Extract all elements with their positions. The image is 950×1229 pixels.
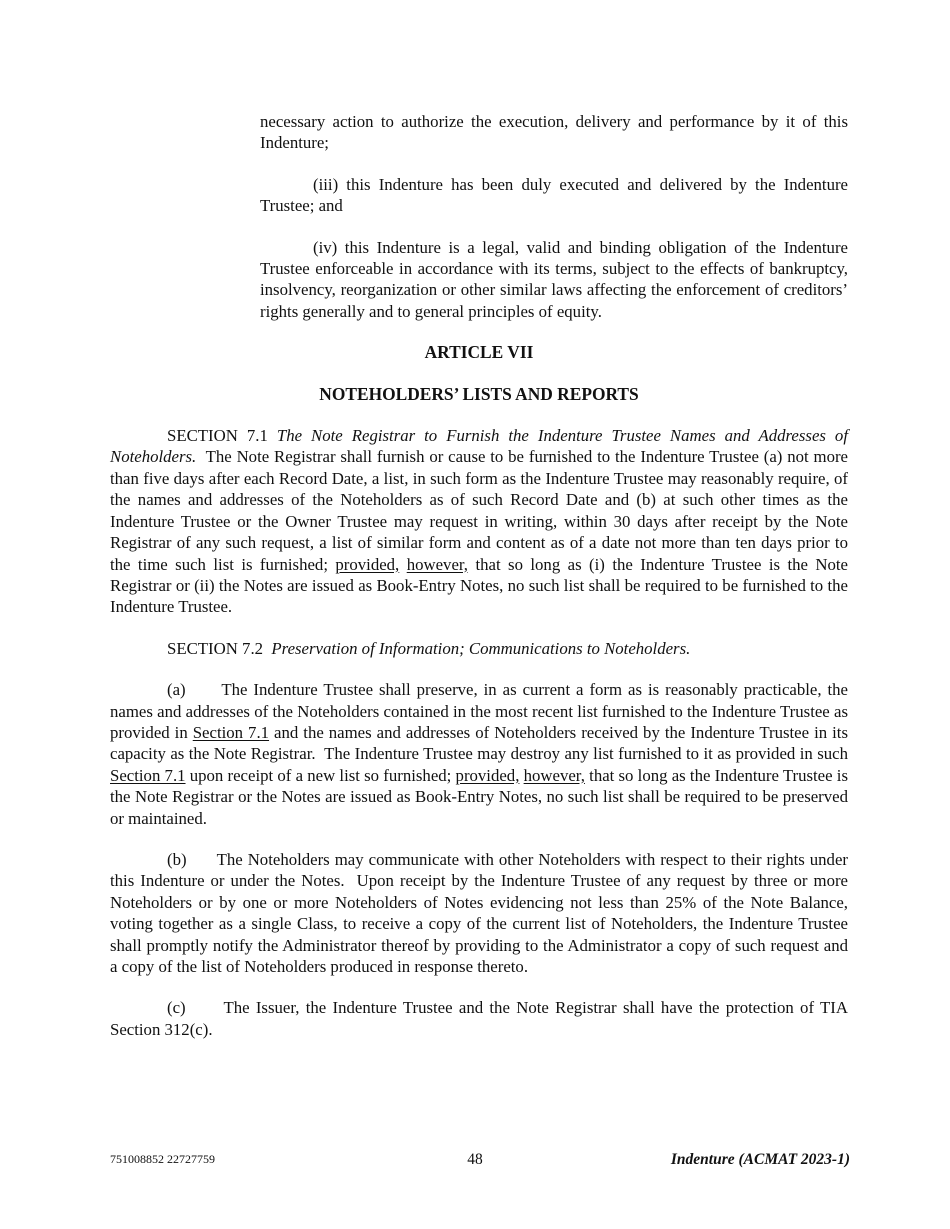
section-7-2-heading-paragraph [110,638,848,659]
text-segment: and the names and addresses of Noteholders received by the Indenture Trustee in its capacity as the Note Registrar. The Indenture Trustee may destroy any list furnished to it as provided in such [110,722,848,764]
footer-document-reference: Indenture (ACMAT 2023-1) [670,1151,850,1168]
document-content [110,111,848,1060]
section-7-2-paragraph-b: (b) The Noteholders may communicate with other Noteholders with respect to their rights under this Indenture or under the Notes. Upon receipt by the Indenture Trustee of any request by three or more Noteholders or by one or more Noteholders of Notes evidencing not less than 25% of the Note Balance, voting together as a single Class, to receive a copy of the current list of Noteholders, the Indenture Trustee shall promptly notify the Administrator thereof by providing to the Administrator a copy of such request and a copy of the list of Noteholders produced in response thereto. [110,849,848,976]
underlined-term-provided: provided, [455,765,520,785]
section-7-2-paragraph-c: (c) The Issuer, the Indenture Trustee and the Note Registrar shall have the protection of TIA Section 312(c). [110,998,848,1039]
underlined-term-provided: provided, [335,554,400,574]
section-7-2-label: SECTION 7.2 [167,638,272,658]
section-7-1-label: SECTION 7.1 [167,426,277,446]
text-segment [399,555,406,574]
article-number-heading: ARTICLE VII [424,342,534,363]
text-segment: The Note Registrar shall furnish or cause to be furnished to the Indenture Trustee (a) not more than five days after each Record Date, a list, in such form as the Indenture Trustee may reasonably require, of the names and addresses of the Noteholders as of such Record Date and (b) at such other times as the Indenture Trustee or the Owner Trustee may request in writing, within 30 days after receipt by the Note Registrar of any such request, a list of similar form and content as of a date not more than ten days prior to the time such list is furnished; [110,447,848,574]
underlined-term-however: however, [523,765,585,785]
section-7-2-paragraph-a [110,679,848,829]
footer-page-number: 48 [467,1151,483,1168]
clause-continuation-paragraph: necessary action to authorize the execution, delivery and performance by it of this Indenture; [260,112,848,153]
section-7-1-title: The Note Registrar to Furnish the Indenture Trustee Names and Addresses of Noteholders. [110,426,848,467]
clause-iii-paragraph: (iii) this Indenture has been duly executed and delivered by the Indenture Trustee; and [260,174,848,216]
text-segment: (a) The Indenture Trustee shall preserve, in as current a form as is reasonably practicable, the names and addresses of the Noteholders contained in the most recent list furnished to the Indenture Trustee as provided in [110,680,848,742]
underlined-section-reference: Section 7.1 [110,765,186,785]
text-segment: upon receipt of a new list so furnished; [185,765,456,785]
section-7-2-title: Preservation of Information; Communications to Noteholders. [271,638,691,658]
clause-iv-paragraph: (iv) this Indenture is a legal, valid and binding obligation of the Indenture Trustee enforceable in accordance with its terms, subject to the effects of bankruptcy, insolvency, reorganization or other similar laws affecting the enforcement of creditors’ rights generally and to general principles of equity. [260,237,848,321]
article-title-heading: NOTEHOLDERS’ LISTS AND REPORTS [319,383,639,404]
section-7-1-paragraph [110,425,848,618]
underlined-term-however: however, [406,554,469,574]
footer-document-id: 751008852 22727759 [110,1152,215,1166]
text-segment: that so long as (i) the Indenture Trustee is the Note Registrar or (ii) the Notes are issued as Book-Entry Notes, no such list shall be required to be furnished to the Indenture Trustee. [110,554,848,617]
text-segment: that so long as the Indenture Trustee is the Note Registrar or the Notes are issued as Book-Entry Notes, no such list shall be required to be preserved or maintained. [110,765,848,828]
underlined-section-reference: Section 7.1 [192,722,270,742]
